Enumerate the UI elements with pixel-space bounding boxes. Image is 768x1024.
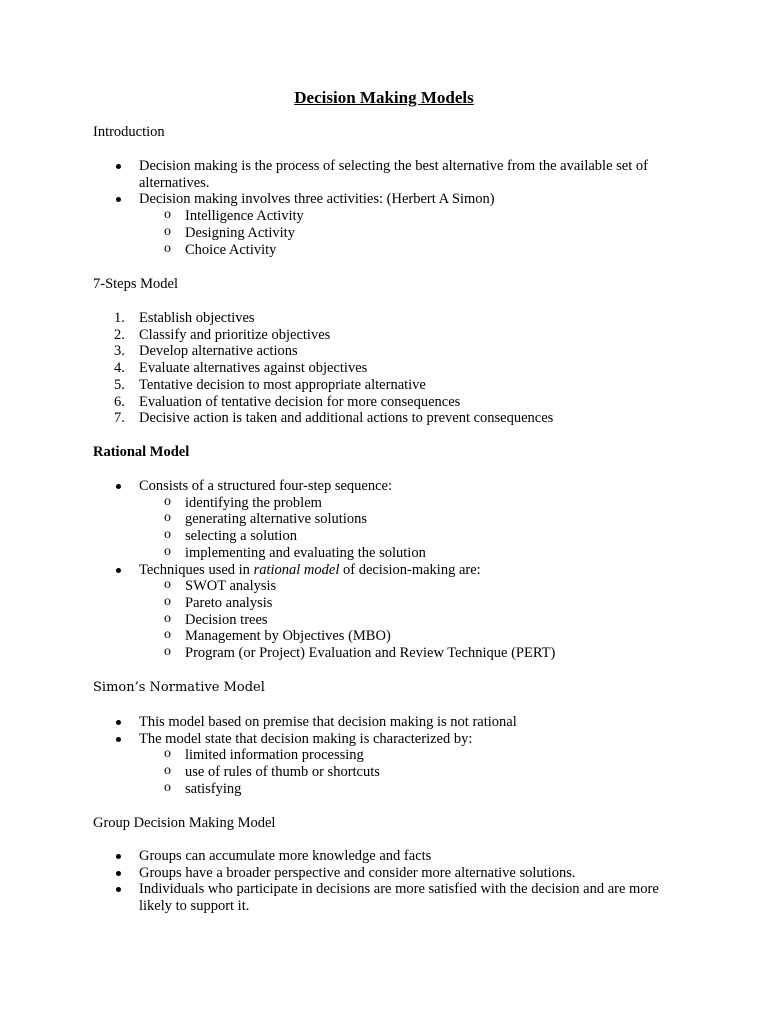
list-item: 4. Evaluate alternatives against objectives [114,360,368,377]
circle-bullet-icon: o [164,763,171,779]
sub-list-item: o use of rules of thumb or shortcuts [164,763,380,781]
sub-list-item: o Intelligence Activity [164,207,304,225]
sub-list-item: o limited information processing [164,746,364,764]
list-item: 7. Decisive action is taken and additional actions to prevent consequences [114,410,554,427]
circle-bullet-icon: o [164,207,171,223]
circle-bullet-icon: o [164,240,171,256]
list-item: Consists of a structured four-step sequence: o identifying the problem o generating alternative solutions o selecting a solution o implementing and evaluating the solution [0,478,679,562]
circle-bullet-icon: o [164,577,171,593]
sub-list-item: o Pareto analysis [164,593,273,611]
heading-simons-model: Simon’s Normative Model [93,680,265,695]
list-item: Individuals who participate in decisions are more satisfied with the decision and are more likely to support it. [139,881,659,915]
heading-rational-model: Rational Model [93,444,190,460]
group-list [0,848,768,915]
sub-list [139,747,679,797]
simon-list [0,714,768,798]
list-item: The model state that decision making is characterized by: o limited information processing o use of rules of thumb or shortcuts o satisfying [0,731,679,798]
seven-steps-list [0,310,768,427]
sub-list [139,208,679,258]
sub-list-item: o Decision trees [164,610,268,628]
list-item: This model based on premise that decision making is not rational [139,714,517,730]
intro-list [0,158,768,258]
list-item: Techniques used in rational model of decision-making are: o SWOT analysis o Pareto analysis o Decision trees o Management by Objectives (MBO) o Program (or Project) Evaluation and Review Technique (PERT) [0,562,679,662]
sub-list [139,578,679,662]
sub-list-item: o implementing and evaluating the solution [164,543,426,561]
heading-group-model: Group Decision Making Model [93,815,276,831]
page-title: Decision Making Models [294,88,474,107]
sub-list-item: o SWOT analysis [164,577,277,595]
circle-bullet-icon: o [164,779,171,795]
circle-bullet-icon: o [164,223,171,239]
heading-seven-steps: 7-Steps Model [93,276,178,292]
circle-bullet-icon: o [164,510,171,526]
sub-list-item: o Program (or Project) Evaluation and Review Technique (PERT) [164,644,556,662]
sub-list-item: o Management by Objectives (MBO) [164,627,391,645]
rational-list [0,478,768,662]
list-item: Decision making involves three activities: (Herbert A Simon) o Intelligence Activity o Designing Activity o Choice Activity [0,191,679,258]
list-item: Groups have a broader perspective and consider more alternative solutions. [139,864,576,881]
circle-bullet-icon: o [164,610,171,626]
list-item: 5. Tentative decision to most appropriate alternative [114,376,426,393]
circle-bullet-icon: o [164,527,171,543]
sub-list-item: o Designing Activity [164,223,295,241]
list-item: 6. Evaluation of tentative decision for more consequences [114,393,461,410]
sub-list-item: o selecting a solution [164,527,297,545]
list-item: Groups can accumulate more knowledge and facts [139,848,432,864]
sub-list-item: o satisfying [164,779,242,797]
circle-bullet-icon: o [164,644,171,660]
sub-list-item: o generating alternative solutions [164,510,368,528]
circle-bullet-icon: o [164,593,171,609]
heading-introduction: Introduction [93,124,165,140]
sub-list-item: o identifying the problem [164,493,322,511]
circle-bullet-icon: o [164,493,171,509]
list-item: Decision making is the process of selecting the best alternative from the available set of alternatives. [139,158,648,191]
circle-bullet-icon: o [164,543,171,559]
list-item: 1. Establish objectives [114,310,255,326]
sub-list-item: o Choice Activity [164,240,277,258]
list-item: 3. Develop alternative actions [114,343,298,360]
circle-bullet-icon: o [164,627,171,643]
circle-bullet-icon: o [164,746,171,762]
list-item: 2. Classify and prioritize objectives [114,326,331,343]
sub-list [139,495,679,562]
